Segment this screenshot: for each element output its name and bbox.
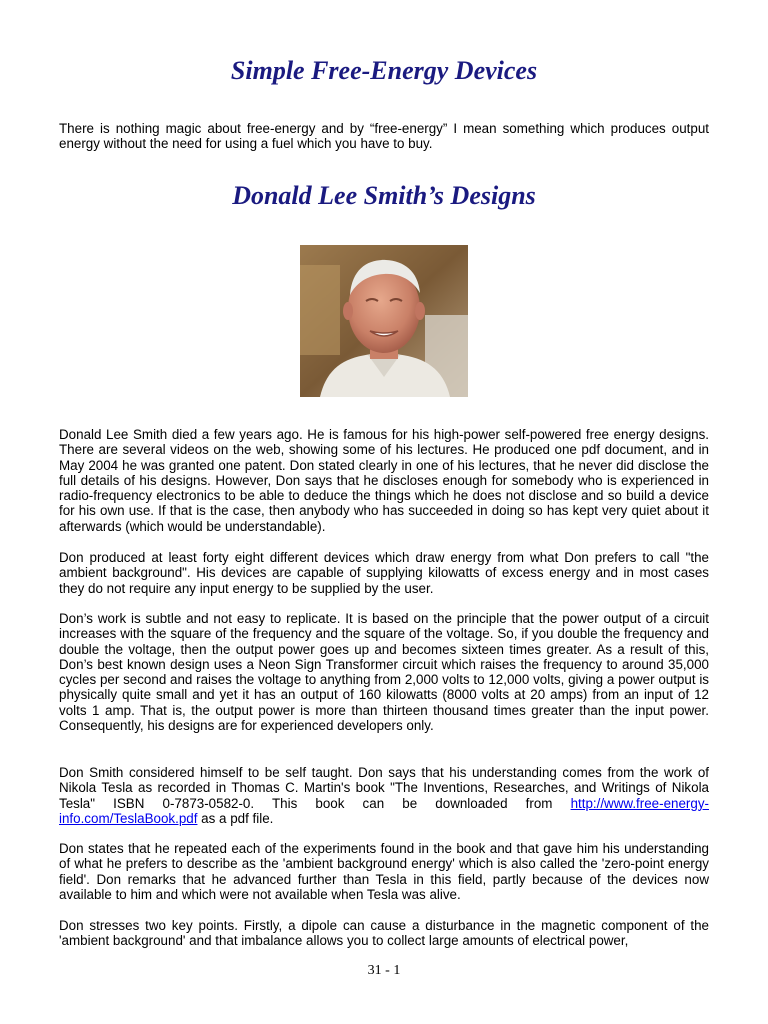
intro-paragraph: There is nothing magic about free-energy and by “free-energy” I mean something which produces output energy without the need for using a fuel which you have to buy.: [59, 121, 709, 152]
paragraph-2: Don produced at least forty eight different devices which draw energy from what Don prefers to call "the ambient background". His devices are capable of supplying kilowatts of excess energy and in most cases they do not require any input energy to be supplied by the user.: [59, 550, 709, 596]
section-title: Donald Lee Smith’s Designs: [232, 181, 536, 210]
paragraph-5: Don states that he repeated each of the experiments found in the book and that gave him his understanding of what he prefers to describe as the 'ambient background energy' which is also called the 'zero-point energy field'. Don remarks that he advanced further than Tesla in this field, partly because of the devices now available to him and which were not available when Tesla was alive.: [59, 841, 709, 902]
paragraph-4-text: Don Smith considered himself to be self taught. Don says that his understanding comes from the work of Nikola Tesla as recorded in Thomas C. Martin's book "The Inventions, Researches, and Writings of Nikola Tesla" ISBN 0-7873-0582-0. This book can be downloaded from: [59, 765, 709, 811]
paragraph-4: [59, 765, 709, 826]
tesla-book-link[interactable]: http://www.free-energy-info.com/TeslaBook.pdf: [59, 795, 709, 826]
portrait-photo: [300, 245, 468, 397]
paragraph-6: Don stresses two key points. Firstly, a dipole can cause a disturbance in the magnetic component of the 'ambient background' and that imbalance allows you to collect large amounts of electrical power,: [59, 918, 709, 949]
page-title: Simple Free-Energy Devices: [230, 56, 538, 85]
paragraph-4-text-end: as a pdf file.: [197, 810, 274, 826]
paragraph-3: Don’s work is subtle and not easy to replicate. It is based on the principle that the power output of a circuit increases with the square of the frequency and the square of the voltage. So, if you double the frequency and double the voltage, then the output power goes up and becomes sixteen times greater. As a result of this, Don’s best known design uses a Neon Sign Transformer circuit which raises the frequency to around 35,000 cycles per second and raises the voltage to anything from 2,000 volts to 12,000 volts, giving a power output is physically quite small and yet it has an output of 160 kilowatts (8000 volts at 20 amps) from an input of 12 volts 1 amp. That is, the output power is more than thirteen thousand times greater than the input power. Consequently, his designs are for experienced developers only.: [59, 611, 709, 734]
paragraph-1: Donald Lee Smith died a few years ago. He is famous for his high-power self-powered free energy designs. There are several videos on the web, showing some of his lectures. He produced one pdf document, and in May 2004 he was granted one patent. Don stated clearly in one of his lectures, that he never did disclose the full details of his designs. However, Don says that he discloses enough for somebody who is experienced in radio-frequency electronics to be able to deduce the things which he does not disclose and so build a device for his own use. If that is the case, then anybody who has succeeded in doing so has kept very quiet about it afterwards (which would be understandable).: [59, 427, 709, 534]
page-number: 31 - 1: [367, 963, 401, 978]
portrait-image: [300, 245, 468, 397]
